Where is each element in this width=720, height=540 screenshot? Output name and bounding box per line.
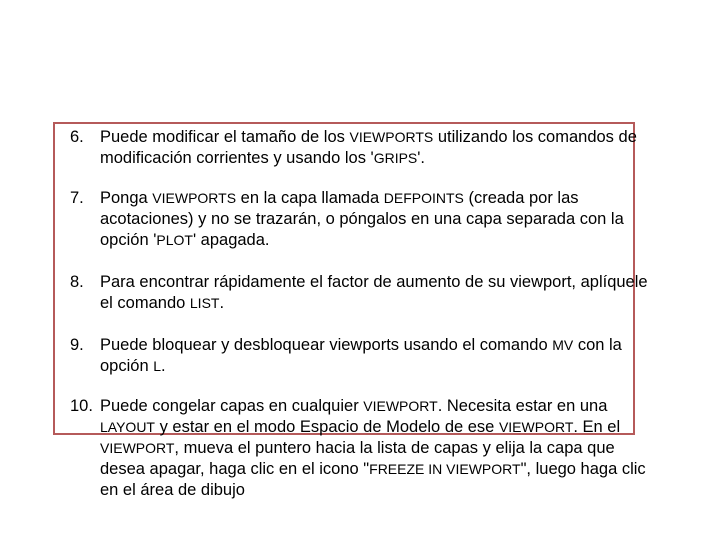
item-number: 10. xyxy=(70,397,93,415)
item-text: con la opción xyxy=(100,336,622,375)
item-text: , mueva el puntero hacia la lista de capas y elija la capa que desea apagar, haga clic en el icono " xyxy=(100,439,615,478)
item-text: '. xyxy=(417,149,426,167)
keyword-grips: GRIPS xyxy=(373,150,418,166)
keyword-viewports: VIEWPORTS xyxy=(152,190,237,206)
item-text: (creada por las acotaciones) y no se trazarán, o póngalos en una capa separada con la opción ' xyxy=(100,189,624,249)
keyword-mv: MV xyxy=(552,337,574,353)
keyword-layout: LAYOUT xyxy=(100,419,155,435)
keyword-freeze-in-viewport: FREEZE IN VIEWPORT xyxy=(369,461,521,477)
item-number: 9. xyxy=(70,336,84,354)
list-item-8 xyxy=(70,272,660,314)
item-text: . Necesita estar en una xyxy=(437,397,608,415)
item-text: y estar en el modo Espacio de Modelo de ese xyxy=(154,418,499,436)
list-item-9 xyxy=(70,335,660,377)
keyword-defpoints: DEFPOINTS xyxy=(383,190,464,206)
keyword-list: LIST xyxy=(189,295,220,311)
keyword-viewport: VIEWPORT xyxy=(100,440,175,456)
keyword-l: L xyxy=(153,358,162,374)
keyword-plot: PLOT xyxy=(156,232,193,248)
item-number: 7. xyxy=(70,189,84,207)
item-text: Puede congelar capas en cualquier xyxy=(100,397,364,415)
slide-text-list xyxy=(70,127,660,501)
item-text: . xyxy=(161,357,166,375)
keyword-viewport: VIEWPORT xyxy=(363,398,438,414)
keyword-viewport: VIEWPORT xyxy=(498,419,574,435)
item-text: en la capa llamada xyxy=(236,189,384,207)
item-text: ", luego haga clic en el área de dibujo xyxy=(100,460,646,499)
list-item-7 xyxy=(70,188,660,251)
item-text: Ponga xyxy=(100,189,153,207)
item-text: . En el xyxy=(573,418,621,436)
item-text: ' apagada. xyxy=(192,231,270,249)
item-text: Puede modificar el tamaño de los xyxy=(100,128,350,146)
item-number: 8. xyxy=(70,273,84,291)
list-item-6 xyxy=(70,127,660,169)
item-text: Para encontrar rápidamente el factor de aumento de su viewport, aplíquele el comando xyxy=(100,273,648,312)
keyword-viewports: VIEWPORTS xyxy=(349,129,434,145)
item-text: utilizando los comandos de modificación corrientes y usando los ' xyxy=(100,128,637,167)
item-number: 6. xyxy=(70,128,84,146)
item-text: . xyxy=(219,294,225,312)
list-item-10 xyxy=(70,396,660,501)
item-text: Puede bloquear y desbloquear viewports usando el comando xyxy=(100,336,553,354)
